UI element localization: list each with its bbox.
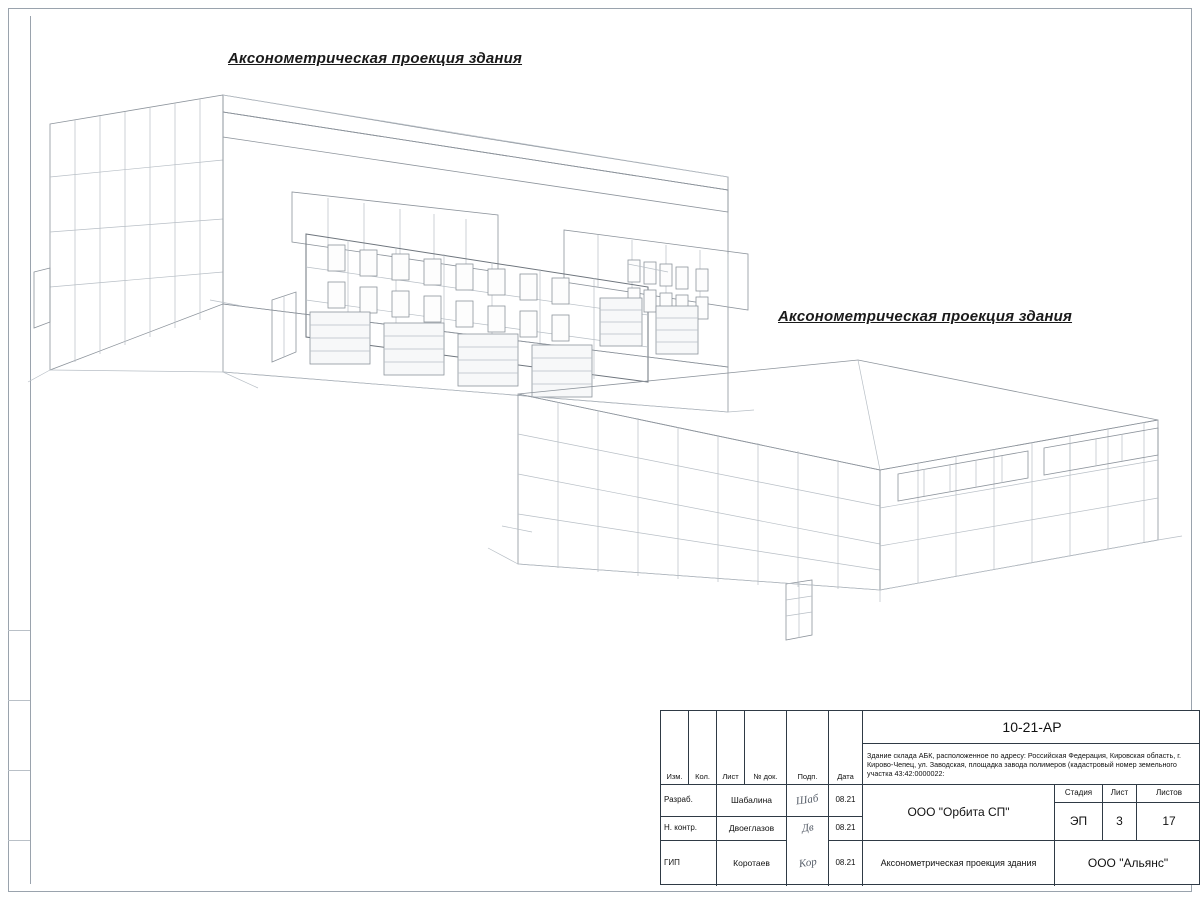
rev-header-doc: № док.: [745, 769, 787, 785]
role-name-developer: Шабалина: [717, 785, 787, 817]
customer-name: ООО "Альянс": [1087, 856, 1169, 871]
view-title-axonometric-1: Аксонометрическая проекция здания: [228, 50, 523, 67]
signature-glyph-norm-control: Дв: [800, 821, 815, 835]
margin-tick-3: [8, 770, 30, 771]
role-date-norm-control: 08.21: [829, 817, 863, 841]
stage-header-sheet: Лист: [1103, 785, 1137, 803]
margin-tick-4: [8, 840, 30, 841]
margin-tick-2: [8, 700, 30, 701]
project-description: Здание склада АБК, расположенное по адресу: Российская Федерация, Кировская область, г. Кирово-Чепец, ул. Заводская, площадка завода полимеров (кадастровый номер земельного участка 43:42:0000022:: [863, 744, 1200, 785]
stage-value-stage: ЭП: [1055, 803, 1103, 841]
stage-header-sheets: Листов: [1137, 785, 1200, 803]
rev-header-podp: Подп.: [787, 769, 829, 785]
role-sign-developer: [787, 785, 829, 817]
role-label-developer: Разраб.: [661, 785, 717, 817]
drawing-name: Аксонометрическая проекция здания: [863, 841, 1055, 886]
role-label-gip: ГИП: [661, 841, 717, 886]
stage-value-sheet: 3: [1103, 803, 1137, 841]
axonometric-drawing-building-2: [488, 350, 1188, 680]
role-name-gip: Коротаев: [717, 841, 787, 886]
rev-col-kol-blank: [689, 711, 717, 769]
stage-value-sheets: 17: [1137, 803, 1200, 841]
view-title-axonometric-2: Аксонометрическая проекция здания: [778, 308, 1073, 325]
rev-col-izm-blank: [661, 711, 689, 769]
role-date-gip: 08.21: [829, 841, 863, 886]
rev-col-data-blank: [829, 711, 863, 769]
role-sign-gip: [787, 841, 829, 886]
project-code: 10-21-АР: [863, 711, 1200, 744]
rev-header-izm: Изм.: [661, 769, 689, 785]
role-sign-norm-control: [787, 817, 829, 841]
rev-header-list: Лист: [717, 769, 745, 785]
role-name-norm-control: Двоеглазов: [717, 817, 787, 841]
rev-col-podp-blank: [787, 711, 829, 769]
role-label-norm-control: Н. контр.: [661, 817, 717, 841]
stage-header-stage: Стадия: [1055, 785, 1103, 803]
role-date-developer: 08.21: [829, 785, 863, 817]
rev-header-data: Дата: [829, 769, 863, 785]
rev-col-doc-blank: [745, 711, 787, 769]
title-block: [660, 710, 1200, 885]
rev-col-list-blank: [717, 711, 745, 769]
signature-glyph-gip: Кор: [797, 855, 818, 870]
signature-glyph-developer: Шаб: [795, 792, 820, 808]
organization-name: ООО "Орбита СП": [863, 785, 1055, 841]
rev-header-kol: Кол.: [689, 769, 717, 785]
margin-tick-1: [8, 630, 30, 631]
